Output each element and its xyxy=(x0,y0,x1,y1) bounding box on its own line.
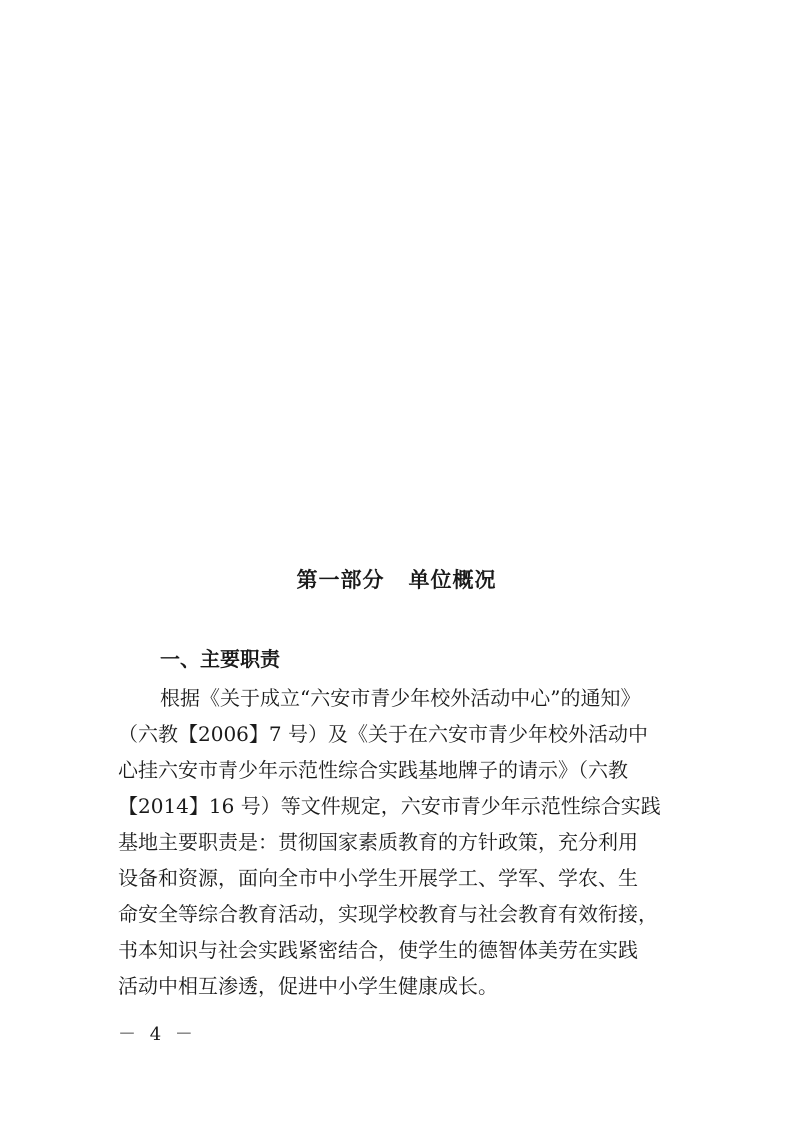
paragraph-line: （六教【2006】7 号）及《关于在六安市青少年校外活动中 xyxy=(118,722,648,746)
paragraph-line: 命安全等综合教育活动，实现学校教育与社会教育有效衔接， xyxy=(118,902,658,926)
paragraph-line: 【2014】16 号）等文件规定，六安市青少年示范性综合实践 xyxy=(118,794,661,818)
part-title xyxy=(0,564,793,594)
paragraph-line: 根据《关于成立“六安市青少年校外活动中心”的通知》 xyxy=(160,686,641,710)
part-subject: 单位概况 xyxy=(408,568,497,592)
body-paragraph xyxy=(118,680,678,1004)
paragraph-line: 书本知识与社会实践紧密结合，使学生的德智体美劳在实践 xyxy=(118,938,638,962)
section-heading: 一、主要职责 xyxy=(160,647,280,671)
page-number: － 4 － xyxy=(118,1024,197,1045)
part-label: 第一部分 xyxy=(296,568,385,592)
paragraph-line: 基地主要职责是：贯彻国家素质教育的方针政策，充分利用 xyxy=(118,830,638,854)
paragraph-line: 活动中相互渗透，促进中小学生健康成长。 xyxy=(118,974,498,998)
paragraph-line: 心挂六安市青少年示范性综合实践基地牌子的请示》（六教 xyxy=(118,758,628,782)
paragraph-line: 设备和资源，面向全市中小学生开展学工、学军、学农、生 xyxy=(118,866,638,890)
